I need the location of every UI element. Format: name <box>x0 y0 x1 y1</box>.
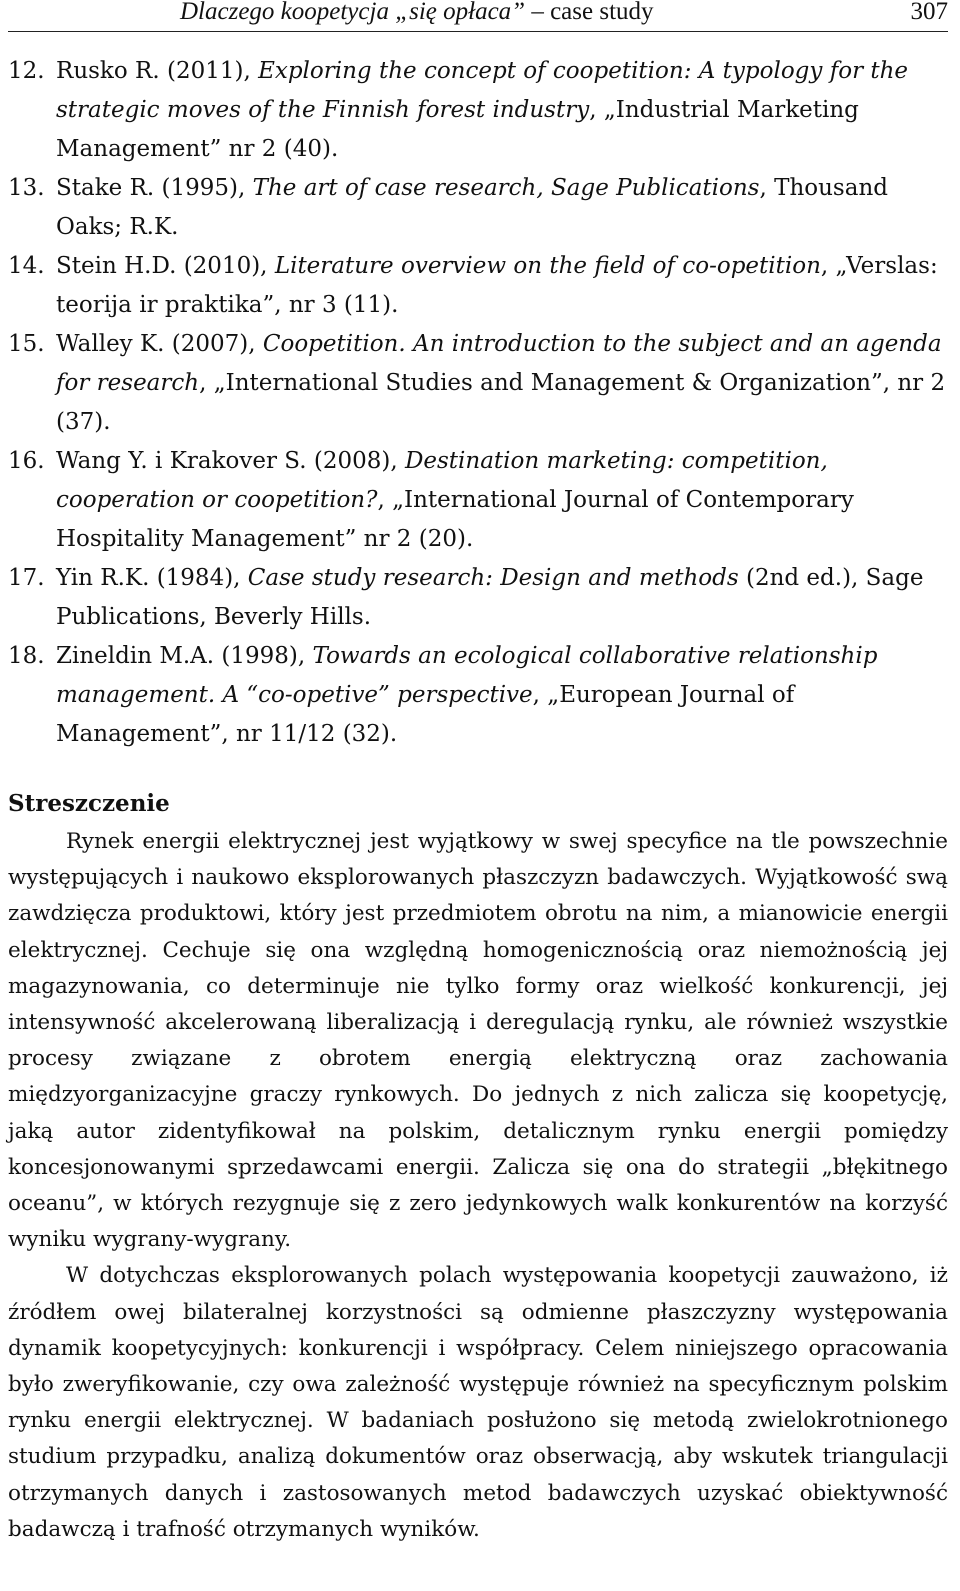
reference-title: Coopetition. An introduction to the subject and an agenda for research <box>56 331 942 396</box>
running-title-suffix: case study <box>550 0 654 25</box>
reference-source: , „Industrial Marketing Management” nr 2 (40). <box>56 97 859 162</box>
reference-number: 14. <box>8 253 45 279</box>
reference-source: , „European Journal of Management”, nr 11/12 (32). <box>56 682 795 747</box>
reference-source: , „International Journal of Contemporary Hospitality Management” nr 2 (20). <box>56 487 854 552</box>
reference-author: Wang Y. i Krakover S. (2008), <box>56 448 405 474</box>
reference-source: , „Verslas: teorija ir praktika”, nr 3 (11). <box>56 253 938 318</box>
summary-paragraph: W dotychczas eksplorowanych polach występowania koopetycji zauważono, iż źródłem owej bilateralnej korzystności są odmienne płaszczyzny występowania dynamik koopetycyjnych: konkurencji i współpracy. Celem niniejszego opracowania było zweryfikowanie, czy owa zależność występuje również na specyficznym polskim rynku energii elektrycznej. W badaniach posłużono się metodą zwielokrotnionego studium przypadku, analizą dokumentów oraz obserwacją, aby wskutek triangulacji otrzymanych danych i zastosowanych metod badawczych uzyskać obiektywność badawczą i trafność otrzymanych wyników. <box>8 1263 948 1542</box>
reference-number: 13. <box>8 175 45 201</box>
reference-author: Zineldin M.A. (1998), <box>56 643 313 669</box>
summary-section <box>8 786 948 1548</box>
reference-title: Literature overview on the field of co-opetition <box>274 253 821 279</box>
reference-title: Exploring the concept of coopetition: A typology for the strategic moves of the Finnish forest industry <box>56 58 909 123</box>
document-page <box>8 0 948 1542</box>
reference-title: The art of case research, Sage Publications <box>252 175 760 201</box>
reference-number: 15. <box>8 331 45 357</box>
header-rule <box>8 31 948 32</box>
reference-item <box>8 442 948 559</box>
reference-source: , „International Studies and Management & Organization”, nr 2 (37). <box>56 370 946 435</box>
reference-author: Stein H.D. (2010), <box>56 253 275 279</box>
reference-author: Stake R. (1995), <box>56 175 253 201</box>
reference-source: (2nd ed.), Sage Publications, Beverly Hills. <box>56 565 924 630</box>
summary-paragraph: Rynek energii elektrycznej jest wyjątkowy w swej specyfice na tle powszechnie występujących i naukowo eksplorowanych płaszczyzn badawczych. Wyjątkowość swą zawdzięcza produktowi, który jest przedmiotem obrotu na nim, a mianowicie energii elektrycznej. Cechuje się ona względną homogenicznością oraz niemożnością jej magazynowania, co determinuje nie tylko formy oraz wielkość konkurencji, jej intensywność akcelerowaną liberalizacją i deregulacją rynku, ale również wszystkie procesy związane z obrotem energią elektryczną oraz zachowania międzyorganizacyjne graczy rynkowych. Do jednych z nich zalicza się koopetycję, jaką autor zidentyfikował na polskim, detalicznym rynku energii pomiędzy koncesjonowanymi sprzedawcami energii. Zalicza się ona do strategii „błękitnego oceanu”, w których rezygnuje się z zero jedynkowych walk konkurentów na korzyść wyniku wygrany-wygrany. <box>8 829 948 1253</box>
reference-title: Destination marketing: competition, cooperation or coopetition? <box>56 448 828 513</box>
reference-item <box>8 325 948 442</box>
reference-number: 17. <box>8 565 45 591</box>
page-number: 307 <box>910 0 948 25</box>
reference-list <box>8 52 948 754</box>
reference-number: 12. <box>8 58 45 84</box>
reference-author: Rusko R. (2011), <box>56 58 259 84</box>
reference-author: Yin R.K. (1984), <box>56 565 248 591</box>
running-header <box>8 0 948 32</box>
reference-item <box>8 247 948 325</box>
reference-item <box>8 52 948 169</box>
reference-item <box>8 559 948 637</box>
reference-title: Case study research: Design and methods <box>247 565 739 591</box>
reference-title: Towards an ecological collaborative relationship management. A “co-opetive” perspective <box>56 643 878 708</box>
summary-heading: Streszczenie <box>8 790 170 817</box>
reference-item <box>8 169 948 247</box>
running-title-prefix: Dlaczego koopetycja „się opłaca” – <box>180 0 551 25</box>
reference-number: 18. <box>8 643 45 669</box>
reference-author: Walley K. (2007), <box>56 331 263 357</box>
running-title <box>180 0 654 27</box>
reference-number: 16. <box>8 448 45 474</box>
reference-item <box>8 637 948 754</box>
reference-source: , Thousand Oaks; R.K. <box>56 175 888 240</box>
